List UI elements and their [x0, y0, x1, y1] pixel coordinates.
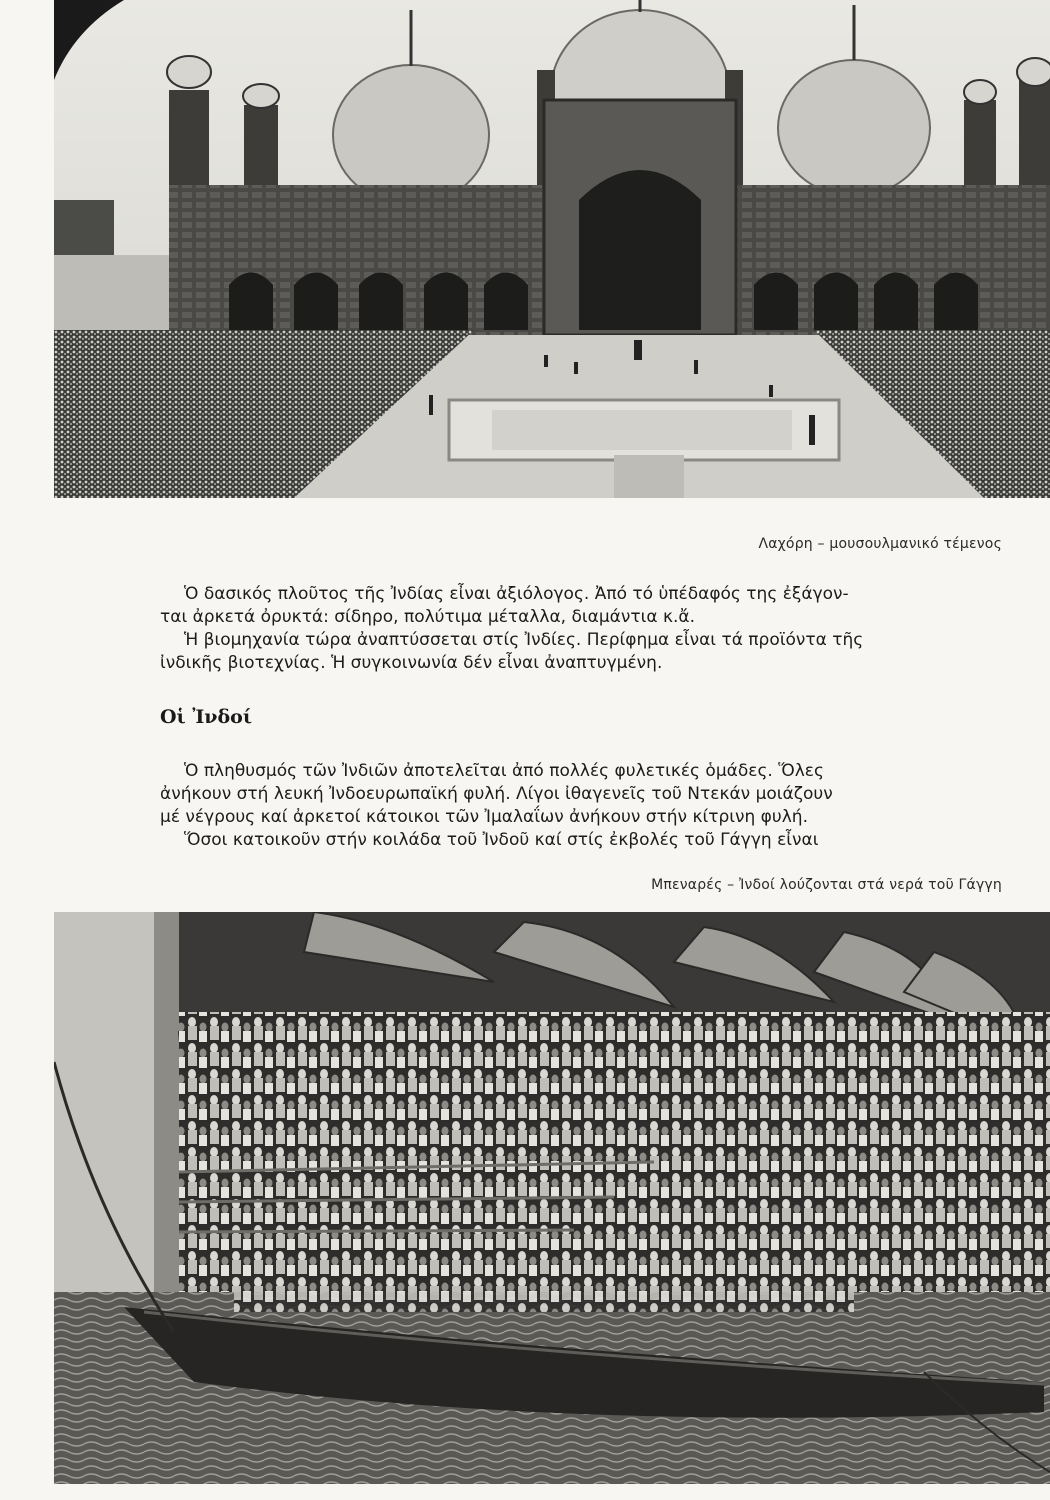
ganges-photo-illustration [54, 912, 1050, 1484]
text-line: Ἡ βιομηχανία τώρα ἀναπτύσσεται στίς Ἰνδίες. Περίφημα εἶναι τά προϊόντα τῆς [184, 630, 864, 650]
text-line: Ὅσοι κατοικοῦν στήν κοιλάδα τοῦ Ἰνδοῦ καί στίς ἐκβολές τοῦ Γάγγη εἶναι [184, 830, 819, 850]
photo-benares-ganges [54, 912, 1050, 1484]
paragraph-population [160, 760, 1000, 852]
section-heading: Οἱ Ἰνδοί [160, 706, 253, 728]
figure-caption-lahore: Λαχόρη – μουσουλμανικό τέμενος [758, 536, 1002, 552]
mosque-photo-illustration [54, 0, 1050, 498]
text-line: Ὁ πληθυσμός τῶν Ἰνδιῶν ἀποτελεῖται ἀπό πολλές φυλετικές ὁμάδες. Ὅλες [184, 761, 824, 781]
photo-lahore-mosque [54, 0, 1050, 498]
paragraph-resources [160, 583, 1000, 675]
text-line: ἰνδικῆς βιοτεχνίας. Ἡ συγκοινωνία δέν εἶναι ἀναπτυγμένη. [160, 653, 663, 673]
figure-caption-benares: Μπεναρές – Ἰνδοί λούζονται στά νερά τοῦ Γάγγη [651, 877, 1002, 893]
text-line: Ὁ δασικός πλοῦτος τῆς Ἰνδίας εἶναι ἀξιόλογος. Ἀπό τό ὑπέδαφός της ἐξάγον- [184, 584, 849, 604]
text-line: ἀνήκουν στή λευκή Ἰνδοευρωπαϊκή φυλή. Λίγοι ἰθαγενεῖς τοῦ Ντεκάν μοιάζουν [160, 784, 833, 804]
text-line: μέ νέγρους καί ἀρκετοί κάτοικοι τῶν Ἰμαλαΐων ἀνήκουν στήν κίτρινη φυλή. [160, 807, 808, 827]
text-line: ται ἀρκετά ὀρυκτά: σίδηρο, πολύτιμα μέταλλα, διαμάντια κ.ἄ. [160, 607, 696, 627]
